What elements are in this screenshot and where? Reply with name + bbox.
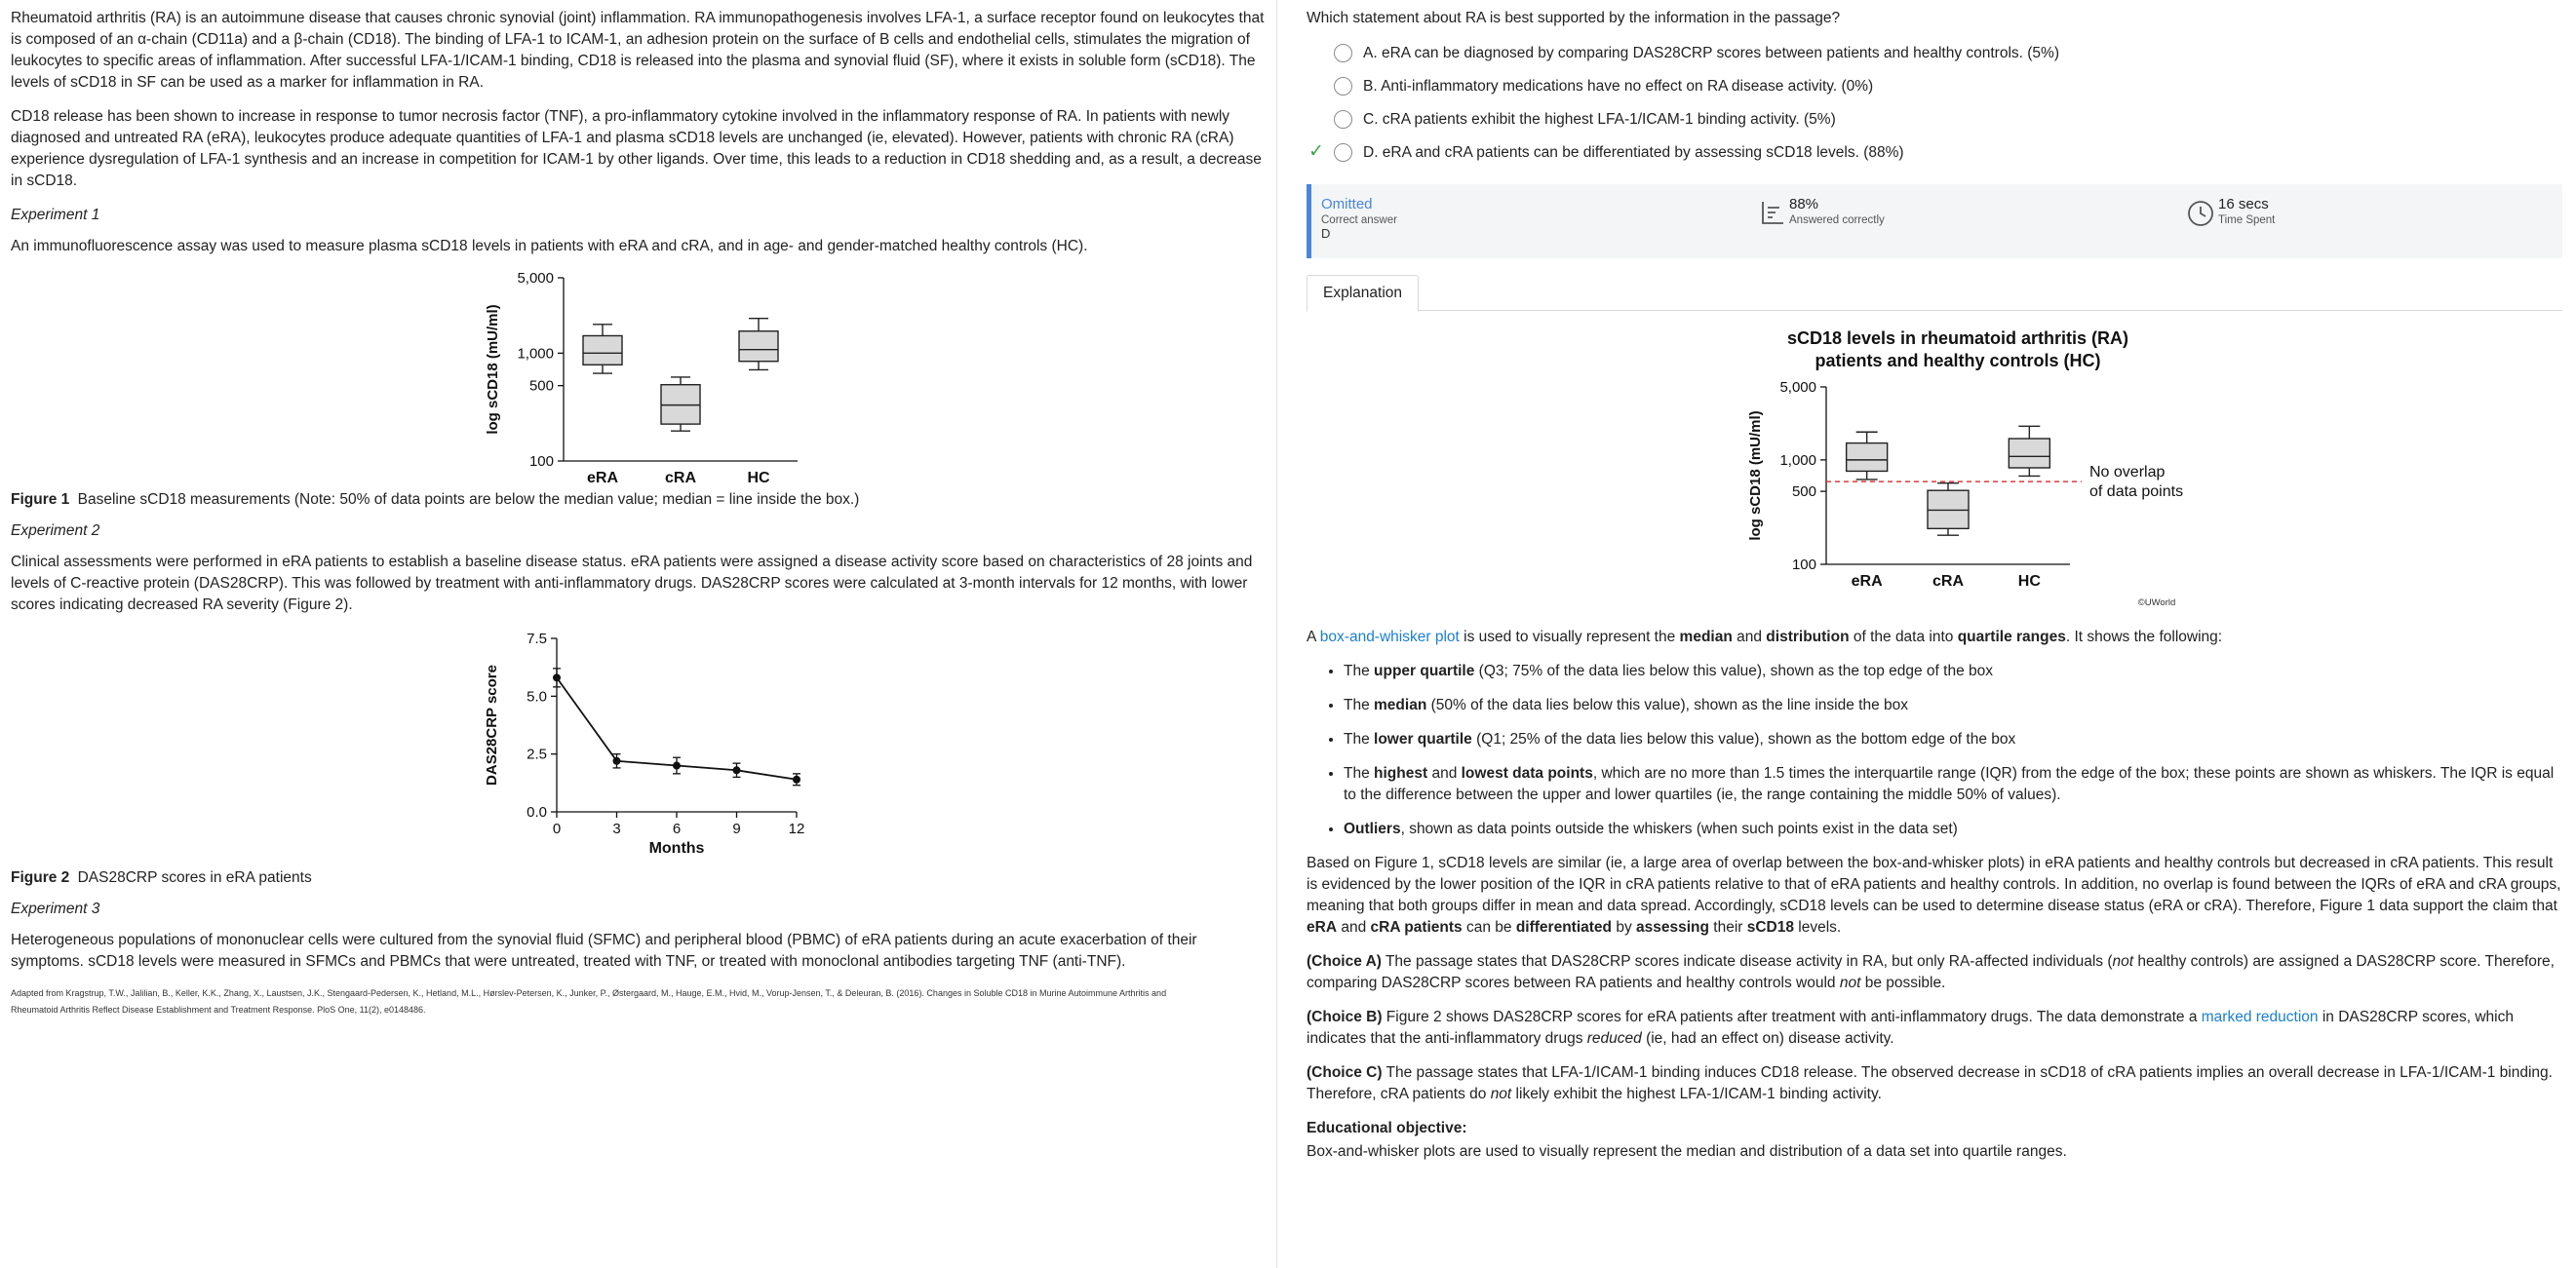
citation-line-2: Rheumatoid Arthritis Reflect Disease Establishment and Treatment Response. PloS One, 11(2), e0148486. (11, 1005, 426, 1015)
intro-text: of the data into (1849, 629, 1958, 645)
list-item (1344, 763, 2562, 806)
passage-paragraph-2: CD18 release has been shown to increase in response to tumor necrosis factor (TNF), a pro-inflammatory cytokine involved in the inflammatory response of RA. In patients with newly diagnosed and untreated RA (eRA), leukocytes produce adequate quantities of LFA-1 and plasma sCD18 levels are unchanged (ie, elevated). However, patients with chronic RA (cRA) experience dysregulation of LFA-1 synthesis and an increase in competition for ICAM-1 by other ligands. Over time, this leads to a reduction in CD18 shedding and, as a result, a decrease in sCD18. (11, 108, 1262, 189)
experiment-1-text: An immunofluorescence assay was used to measure plasma sCD18 levels in patients with eRA and cRA, and in age- and gender-matched healthy controls (HC). (11, 238, 1088, 254)
x-tick-label: cRA (1932, 573, 1965, 590)
time-block (2218, 196, 2275, 227)
explanation-bullets (1307, 661, 2562, 840)
status-text: Omitted (1321, 196, 1373, 212)
x-tick-label: HC (747, 470, 770, 486)
intro-bold: median (1679, 629, 1733, 645)
summary-text: by (1612, 919, 1636, 936)
no-overlap-annotation-line-1: No overlap (2089, 464, 2166, 481)
bullet-text: The (1344, 731, 1375, 748)
data-point (733, 766, 741, 774)
passage-paragraph-1: Rheumatoid arthritis (RA) is an autoimmune disease that causes chronic synovial (joint) inflammation. RA immunopathogenesis involves LFA-1, a surface receptor found on leukocytes that is composed of an α-chain (CD11a) and a β-chain (CD18). The binding of LFA-1 to ICAM-1, an adhesion protein on the surface of B cells and endothelial cells, stimulates the migration of leukocytes to specific areas of inflammation. After successful LFA-1/ICAM-1 binding, CD18 is released into the plasma and synovial fluid (SF), where it exists in soluble form (sCD18). The levels of sCD18 in SF can be used as a marker for inflammation in RA. (11, 10, 1265, 91)
passage-pane (0, 0, 1277, 1268)
y-tick-label: 100 (528, 453, 554, 470)
intro-text: A (1307, 629, 1320, 645)
choice-a-explanation-label: (Choice A) (1307, 953, 1382, 970)
intro-bold: quartile ranges (1957, 629, 2066, 645)
choice-explanation-text: likely exhibit the highest LFA-1/ICAM-1 binding activity. (1511, 1086, 1882, 1102)
choice-explanation-italic: not (1490, 1086, 1512, 1102)
figure-2-line-chart (11, 629, 805, 867)
explanation-summary (1307, 853, 2562, 939)
summary-bold: assessing (1636, 919, 1709, 936)
box-era (1847, 443, 1888, 472)
list-item (1344, 661, 2562, 682)
choice-a-label: A. eRA can be diagnosed by comparing DAS28CRP scores between patients and healthy controls. (5%) (1363, 44, 2059, 61)
bullet-text: and (1427, 765, 1462, 782)
choice-explanation-italic: reduced (1586, 1030, 1642, 1047)
bullet-bold: upper quartile (1374, 663, 1475, 679)
radio-button[interactable] (1334, 44, 1352, 62)
question-stem: Which statement about RA is best supported by the information in the passage? (1307, 10, 1841, 26)
choice-explanation-text: healthy controls) are assigned a DAS28CRP score. Therefore, comparing DAS28CRP scores between RA patients and healthy controls would (1307, 953, 2555, 991)
bullet-text: The (1344, 663, 1375, 679)
figure-1-caption-text: Baseline sCD18 measurements (Note: 50% of data points are below the median value; median = line inside the box.) (77, 491, 860, 508)
explanation-chart-title-2: patients and healthy controls (HC) (1815, 351, 2101, 370)
choice-c-explanation (1307, 1062, 2562, 1105)
box-hc (2009, 439, 2049, 468)
x-tick-label: 0 (552, 821, 562, 837)
bullet-text: (Q1; 25% of the data lies below this value), shown as the bottom edge of the box (1471, 731, 2016, 748)
summary-text: and (1337, 919, 1371, 936)
correct-answer-value: D (1321, 226, 1331, 241)
summary-text: their (1708, 919, 1747, 936)
choice-explanation-text: be possible. (1860, 975, 1946, 991)
radio-button[interactable] (1334, 143, 1352, 162)
choice-explanation-text: (ie, had an effect on) disease activity. (1641, 1030, 1894, 1047)
correct-check-icon: ✓ (1308, 141, 1324, 162)
no-overlap-annotation-line-2: of data points (2089, 483, 2184, 501)
data-point (613, 757, 621, 765)
summary-bold: sCD18 (1746, 919, 1794, 936)
y-tick-label: 100 (1791, 557, 1816, 573)
question-pane (1293, 0, 2576, 1268)
choice-c-label: C. cRA patients exhibit the highest LFA-1/ICAM-1 binding activity. (5%) (1363, 110, 1836, 128)
summary-text: levels. (1793, 919, 1842, 936)
percent-block (1789, 196, 1885, 227)
x-tick-label: 9 (732, 821, 741, 837)
educational-objective-title: Educational objective: (1307, 1120, 1467, 1136)
data-point (553, 673, 561, 681)
experiment-3-text: Heterogeneous populations of mononuclear cells were cultured from the synovial fluid (SFMC) and peripheral blood (PBMC) of eRA patients during an acute exacerbation of their symptoms. sCD18 levels were measured in SFMCs and PBMCs that were untreated, treated with TNF, or treated with monoclonal antibodies targeting TNF (anti-TNF). (11, 932, 1197, 970)
citation (11, 985, 1265, 1018)
choice-explanation-italic: not (2112, 953, 2134, 970)
bullet-text: (Q3; 75% of the data lies below this value), shown as the top edge of the box (1474, 663, 1994, 679)
y-tick-label: 0.0 (527, 804, 547, 821)
choice-b[interactable] (1307, 74, 2562, 98)
citation-line-1: Adapted from Kragstrup, T.W., Jalilian, B., Keller, K.K., Zhang, X., Laustsen, J.K., Stengaard-Pedersen, K., Hetland, M.L., Hørslev-Petersen, K., Junker, P., Østergaard, M., Hauge, E.M., Hvid, M., Vorup-Jensen, T., & Deleuran, B. (2016). Changes in Soluble CD18 in Murine Autoimmune Arthritis and (11, 988, 1167, 998)
intro-text: and (1732, 629, 1767, 645)
bullet-bold: median (1374, 697, 1427, 713)
choice-explanation-text: The passage states that LFA-1/ICAM-1 binding induces CD18 release. The observed decrease in sCD18 of cRA patients implies an overall decrease in LFA-1/ICAM-1 binding. Therefore, cRA patients do (1307, 1064, 2553, 1102)
copyright-text: ©UWorld (2137, 597, 2176, 608)
bullet-bold: highest (1374, 765, 1428, 782)
list-item (1344, 819, 2562, 840)
explanation-figure (1307, 328, 2562, 621)
explanation-intro (1307, 627, 2562, 648)
x-tick-label: eRA (586, 470, 619, 486)
choice-c[interactable] (1307, 107, 2562, 132)
bullet-text: , shown as data points outside the whiskers (when such points exist in the data set) (1400, 821, 1958, 837)
answer-stats-bar (1307, 184, 2562, 258)
y-tick-label: 1,000 (517, 345, 554, 363)
choice-b-explanation (1307, 1007, 2562, 1050)
radio-button[interactable] (1334, 77, 1352, 96)
choice-b-explanation-label: (Choice B) (1307, 1009, 1383, 1025)
y-axis-label: log sCD18 (mU/ml) (1747, 410, 1764, 541)
bullet-text: (50% of the data lies below this value), shown as the line inside the box (1426, 697, 1908, 713)
explanation-chart-title-1: sCD18 levels in rheumatoid arthritis (RA) (1786, 328, 2129, 348)
y-tick-label: 5.0 (527, 688, 547, 706)
bar-chart-icon (1760, 200, 1785, 225)
choice-d-label: D. eRA and cRA patients can be differentiated by assessing sCD18 levels. (88%) (1363, 143, 1904, 161)
summary-bold: differentiated (1515, 919, 1613, 936)
choice-a[interactable] (1307, 41, 2562, 65)
x-tick-label: 12 (788, 821, 805, 837)
x-axis-label: Months (648, 840, 705, 857)
choice-explanation-text: Figure 2 shows DAS28CRP scores for eRA patients after treatment with anti-inflammatory drugs. The data demonstrate a (1382, 1009, 2202, 1025)
educational-objective-text: Box-and-whisker plots are used to visually represent the median and distribution of a data set into quartile ranges. (1307, 1143, 2067, 1160)
y-tick-label: 2.5 (527, 746, 547, 763)
figure-2-caption-text: DAS28CRP scores in eRA patients (77, 869, 312, 886)
tab-explanation[interactable]: Explanation (1307, 275, 1419, 312)
figure-1-box-plot (11, 270, 770, 489)
explanation-box-plot (1307, 328, 2562, 621)
experiment-2-text: Clinical assessments were performed in eRA patients to establish a baseline disease status. eRA patients were assigned a disease activity score based on characteristics of 28 joints and levels of C-reactive protein (DAS28CRP). This was followed by treatment with anti-inflammatory drugs. DAS28CRP scores were calculated at 3-month intervals for 12 months, with lower scores indicating decreased RA severity (Figure 2). (11, 554, 1253, 613)
x-tick-label: eRA (1851, 573, 1883, 590)
summary-text: Based on Figure 1, sCD18 levels are similar (ie, a large area of overlap between the box-and-whisker plots) in eRA patients and healthy controls but decreased in cRA patients. This result is evidenced by the lower position of the IQR in cRA patients relative to that of eRA patients and healthy controls. In addition, no overlap is found between the IQRs of eRA and cRA groups, meaning that both groups differ in mean and data spread. Accordingly, sCD18 levels can be used to determine disease status (eRA or cRA). Therefore, Figure 1 data support the claim that (1307, 855, 2561, 914)
y-tick-label: 5,000 (1779, 379, 1816, 396)
time-spent-label: Time Spent (2218, 214, 2276, 226)
y-tick-label: 500 (1791, 483, 1816, 501)
intro-text: is used to visually represent the (1459, 629, 1680, 645)
bullet-text: The (1344, 765, 1375, 782)
choice-explanation-text: The passage states that DAS28CRP scores indicate disease activity in RA, but only RA-affected individuals ( (1381, 953, 2113, 970)
time-spent-value: 16 secs (2218, 196, 2269, 212)
box-whisker-link[interactable]: box-and-whisker plot (1319, 629, 1460, 645)
percent-correct-value: 88% (1789, 196, 1819, 212)
figure-1-label: Figure 1 (11, 491, 70, 508)
correct-answer-label: Correct answer (1321, 214, 1397, 226)
figure-2-label: Figure 2 (11, 869, 70, 886)
figure-2-caption (11, 867, 1265, 889)
y-axis-label: DAS28CRP score (484, 665, 500, 786)
box-era (583, 335, 622, 365)
experiment-1-title: Experiment 1 (11, 207, 100, 223)
y-axis-label: log sCD18 (mU/ml) (485, 304, 501, 435)
clock-icon (2187, 200, 2214, 227)
y-tick-label: 5,000 (517, 270, 554, 287)
choice-explanation-italic: not (1839, 975, 1861, 991)
y-tick-label: 500 (528, 377, 554, 395)
choice-c-explanation-label: (Choice C) (1307, 1064, 1383, 1081)
x-tick-label: 6 (672, 821, 682, 837)
x-tick-label: HC (2017, 573, 2041, 590)
tab-bar (1307, 275, 2562, 311)
status-block (1321, 196, 1397, 241)
list-item (1344, 695, 2562, 716)
y-tick-label: 7.5 (527, 631, 547, 647)
box-cra (661, 385, 700, 424)
x-tick-label: cRA (664, 470, 697, 486)
figure-1-caption (11, 489, 1265, 511)
summary-bold: cRA patients (1370, 919, 1463, 936)
choice-a-explanation (1307, 951, 2562, 994)
box-hc (739, 331, 778, 362)
choice-explanation-text: in DAS28CRP scores, which indicates that the anti-inflammatory drugs (1307, 1009, 2514, 1047)
summary-bold: eRA (1307, 919, 1338, 936)
choice-d[interactable] (1307, 140, 2562, 165)
marked-reduction-link[interactable]: marked reduction (2201, 1009, 2319, 1025)
experiment-2-title: Experiment 2 (11, 522, 100, 539)
bullet-text: The (1344, 697, 1375, 713)
data-point (673, 762, 681, 770)
bullet-bold: lowest data points (1461, 765, 1593, 782)
x-tick-label: 3 (612, 821, 621, 837)
bullet-bold: lower quartile (1374, 731, 1472, 748)
intro-text: . It shows the following: (2065, 629, 2223, 645)
percent-correct-label: Answered correctly (1789, 214, 1885, 226)
intro-bold: distribution (1766, 629, 1850, 645)
summary-text: can be (1462, 919, 1516, 936)
experiment-3-title: Experiment 3 (11, 901, 100, 917)
choice-b-label: B. Anti-inflammatory medications have no effect on RA disease activity. (0%) (1363, 77, 1874, 95)
bullet-bold: Outliers (1344, 821, 1401, 837)
data-point (793, 776, 800, 784)
y-tick-label: 1,000 (1779, 451, 1816, 469)
list-item (1344, 729, 2562, 750)
radio-button[interactable] (1334, 110, 1352, 129)
bullet-text: , which are no more than 1.5 times the interquartile range (IQR) from the edge of the box; these points are shown as whiskers. The IQR is equal to the difference between the upper and lower quartiles (ie, the range containing the middle 50% of values). (1344, 765, 2555, 803)
